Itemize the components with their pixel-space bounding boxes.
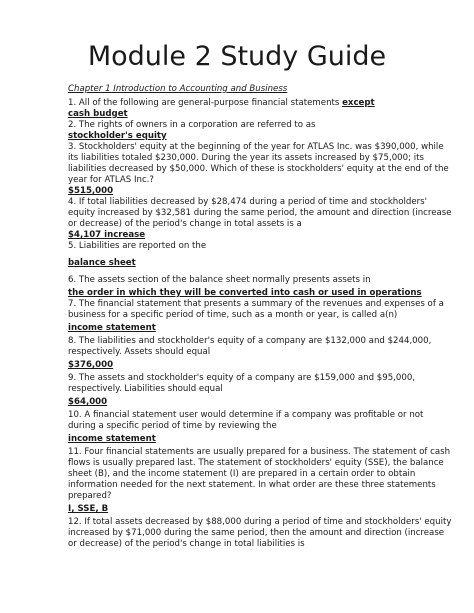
question-text: 6. The assets section of the balance sheet normally presents assets in xyxy=(68,275,371,285)
answer-line xyxy=(68,230,145,241)
answer-text: I, SSE, B xyxy=(68,504,109,514)
question-text: 2. The rights of owners in a corporation are referred to as xyxy=(68,120,316,130)
answer-line xyxy=(68,397,107,408)
question-line xyxy=(68,142,444,153)
answer-line xyxy=(68,131,167,142)
answer-text: $64,000 xyxy=(68,397,108,407)
question-line xyxy=(68,153,424,164)
answer-line xyxy=(68,288,422,299)
answer-text: except xyxy=(342,98,375,108)
answer-line xyxy=(68,504,108,515)
question-text: 5. Liabilities are reported on the xyxy=(68,241,207,251)
question-text: information needed for the next statement. In what order are these three statements xyxy=(68,480,436,490)
question-line xyxy=(68,373,415,384)
question-text: 7. The financial statement that presents a summary of the revenues and expenses of a xyxy=(68,299,444,309)
question-text: 8. The liabilities and stockholder's equity of a company are $132,000 and $244,000, xyxy=(68,336,432,346)
question-text: flows is usually prepared last. The statement of stockholders' equity (SSE), the balance xyxy=(68,458,444,468)
answer-text: income statement xyxy=(68,323,156,333)
question-text: 4. If total liabilities decreased by $28,474 during a period of time and stockholders' xyxy=(68,197,428,207)
question-line xyxy=(68,336,431,347)
question-line xyxy=(68,219,302,230)
answer-line xyxy=(68,186,113,197)
answer-line xyxy=(68,323,156,334)
question-line xyxy=(68,347,210,358)
question-line xyxy=(68,197,427,208)
answer-text: $376,000 xyxy=(68,360,114,370)
answer-text: balance sheet xyxy=(68,258,136,268)
question-line xyxy=(68,469,415,480)
question-line xyxy=(68,241,206,252)
question-text: 11. Four financial statements are usually prepared for a business. The statement of cash xyxy=(68,447,451,457)
question-text: liabilities decreased by $50,000. Which of these is stockholders' equity at the end of the xyxy=(68,164,449,174)
question-text: or decrease) of the period's change in total assets is a xyxy=(68,219,302,229)
question-text: respectively. Assets should equal xyxy=(68,347,211,357)
question-line xyxy=(68,421,277,432)
question-text: 10. A financial statement user would determine if a company was profitable or not xyxy=(68,410,424,420)
question-line xyxy=(68,458,444,469)
question-text: increased by $71,000 during the same period, then the amount and direction (increase xyxy=(68,528,445,538)
answer-text: income statement xyxy=(68,434,156,444)
question-line xyxy=(68,517,451,528)
question-line xyxy=(68,310,397,321)
question-line xyxy=(68,164,449,175)
question-text: or decrease) of the period's change in total liabilities is xyxy=(68,539,305,549)
question-text: 12. If total assets decreased by $88,000 during a period of time and stockholders' equity xyxy=(68,517,452,527)
question-text: 9. The assets and stockholder's equity of a company are $159,000 and $95,000, xyxy=(68,373,416,383)
question-text: 3. Stockholders' equity at the beginning of the year for ATLAS Inc. was $390,000, while xyxy=(68,142,444,152)
question-text: respectively. Liabilities should equal xyxy=(68,384,223,394)
question-line xyxy=(68,175,154,186)
answer-line xyxy=(68,360,113,371)
answer-text: cash budget xyxy=(68,109,128,119)
answer-text: $4,107 increase xyxy=(68,230,146,240)
question-text: its liabilities totaled $230,000. During the year its assets increased by $75,000; its xyxy=(68,153,424,163)
answer-line xyxy=(68,258,136,269)
answer-line xyxy=(68,434,156,445)
question-line xyxy=(68,491,111,502)
answer-text: stockholder's equity xyxy=(68,131,167,141)
question-line xyxy=(68,480,436,491)
answer-line xyxy=(68,109,128,120)
question-text: during a specific period of time by reviewing the xyxy=(68,421,277,431)
question-line xyxy=(68,275,371,286)
question-text: 1. All of the following are general-purpose financial statements xyxy=(68,98,343,108)
chapter-heading: Chapter 1 Introduction to Accounting and Business xyxy=(68,84,288,94)
question-text: business for a specific period of time, such as a month or year, is called a(n) xyxy=(68,310,398,320)
question-line xyxy=(68,208,452,219)
question-line xyxy=(68,410,423,421)
question-text: equity increased by $32,581 during the same period, the amount and direction (increase xyxy=(68,208,452,218)
answer-text: $515,000 xyxy=(68,186,114,196)
question-text: year for ATLAS Inc.? xyxy=(68,175,154,185)
page-title: Module 2 Study Guide xyxy=(87,41,387,72)
question-text: prepared? xyxy=(68,491,112,501)
question-line xyxy=(68,384,223,395)
question-text: sheet (B), and the income statement (I) are prepared in a certain order to obtain xyxy=(68,469,416,479)
question-line xyxy=(68,539,305,550)
question-line xyxy=(68,447,450,458)
answer-text: the order in which they will be converted into cash or used in operations xyxy=(68,288,422,298)
question-line xyxy=(68,120,316,131)
question-line xyxy=(68,299,444,310)
question-line xyxy=(68,98,375,109)
question-line xyxy=(68,528,444,539)
